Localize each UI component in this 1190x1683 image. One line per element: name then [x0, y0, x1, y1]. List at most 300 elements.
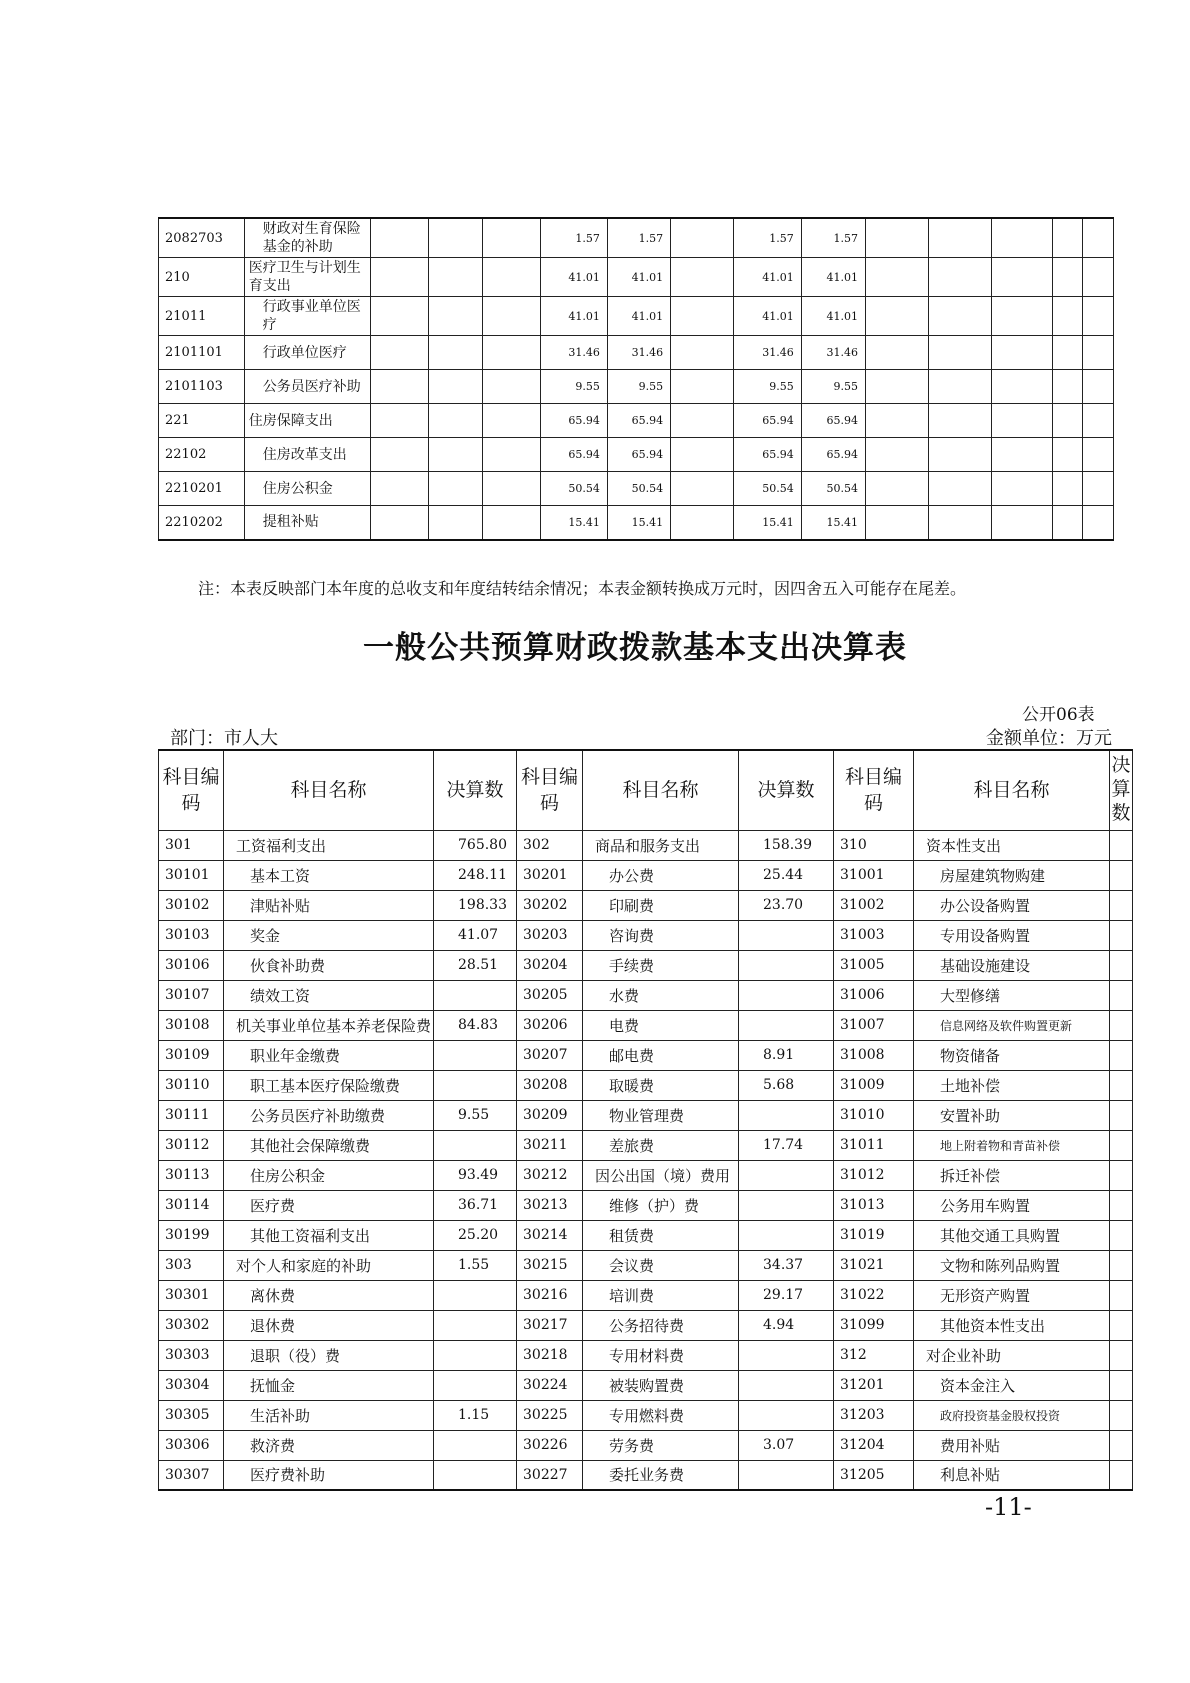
empty-cell [1083, 297, 1114, 336]
empty-cell [1052, 297, 1083, 336]
amount-cell: 1.15 [434, 1400, 517, 1430]
subject-name: 差旅费 [583, 1130, 739, 1160]
subject-code: 2082703 [159, 218, 245, 258]
empty-cell [371, 258, 429, 297]
subject-name: 津贴补贴 [224, 890, 434, 920]
subject-code: 30218 [517, 1340, 583, 1370]
amount-cell: 31.46 [607, 336, 670, 370]
amount-cell [1110, 1070, 1133, 1100]
subject-code: 30212 [517, 1160, 583, 1190]
subject-name: 其他交通工具购置 [914, 1220, 1110, 1250]
empty-cell [483, 472, 540, 506]
empty-cell [1083, 472, 1114, 506]
empty-cell [992, 404, 1052, 438]
table-row [159, 920, 1133, 950]
empty-cell [671, 506, 734, 540]
subject-name: 印刷费 [583, 890, 739, 920]
amount-cell [1110, 1250, 1133, 1280]
empty-cell [929, 370, 992, 404]
amount-cell [1110, 1460, 1133, 1490]
amount-cell: 15.41 [540, 506, 607, 540]
subject-name: 工资福利支出 [224, 830, 434, 860]
subject-name: 专用燃料费 [583, 1400, 739, 1430]
subject-code: 2101101 [159, 336, 245, 370]
amount-cell [1110, 1340, 1133, 1370]
table-row [159, 1460, 1133, 1490]
empty-cell [483, 258, 540, 297]
subject-name: 基础设施建设 [914, 950, 1110, 980]
amount-cell [1110, 1370, 1133, 1400]
amount-cell: 29.17 [739, 1280, 834, 1310]
subject-code: 210 [159, 258, 245, 297]
empty-cell [371, 336, 429, 370]
amount-cell [739, 980, 834, 1010]
amount-cell: 36.71 [434, 1190, 517, 1220]
amount-cell [1110, 1310, 1133, 1340]
empty-cell [671, 472, 734, 506]
subject-name: 邮电费 [583, 1040, 739, 1070]
amount-cell: 1.55 [434, 1250, 517, 1280]
subject-code: 30305 [159, 1400, 224, 1430]
empty-cell [992, 336, 1052, 370]
subject-name: 奖金 [224, 920, 434, 950]
empty-cell [671, 218, 734, 258]
subject-name: 公务用车购置 [914, 1190, 1110, 1220]
subject-code: 31010 [834, 1100, 914, 1130]
subject-code: 30113 [159, 1160, 224, 1190]
amount-cell: 198.33 [434, 890, 517, 920]
amount-cell [739, 1100, 834, 1130]
table-row [159, 336, 1114, 370]
amount-cell: 50.54 [607, 472, 670, 506]
table-number: 公开06表 [1022, 705, 1095, 725]
subject-code: 30211 [517, 1130, 583, 1160]
subject-name: 机关事业单位基本养老保险费 [224, 1010, 434, 1040]
subject-name: 取暖费 [583, 1070, 739, 1100]
table-row [159, 1430, 1133, 1460]
amount-cell: 50.54 [801, 472, 865, 506]
empty-cell [483, 336, 540, 370]
subject-name: 其他社会保障缴费 [224, 1130, 434, 1160]
amount-cell [1110, 860, 1133, 890]
subject-name: 安置补助 [914, 1100, 1110, 1130]
amount-cell: 5.68 [739, 1070, 834, 1100]
subject-name: 被装购置费 [583, 1370, 739, 1400]
subject-name: 委托业务费 [583, 1460, 739, 1490]
amount-cell: 31.46 [801, 336, 865, 370]
amount-cell: 9.55 [540, 370, 607, 404]
subject-name: 医疗费补助 [224, 1460, 434, 1490]
subject-code: 31205 [834, 1460, 914, 1490]
subject-name: 住房公积金 [244, 472, 371, 506]
subject-code: 31009 [834, 1070, 914, 1100]
subject-code: 30111 [159, 1100, 224, 1130]
amount-cell [1110, 1400, 1133, 1430]
amount-cell: 65.94 [540, 438, 607, 472]
empty-cell [429, 506, 483, 540]
subject-code: 30227 [517, 1460, 583, 1490]
empty-cell [1052, 506, 1083, 540]
subject-name: 行政事业单位医疗 [244, 297, 371, 336]
header-code: 科目编码 [159, 750, 224, 830]
amount-cell: 65.94 [801, 404, 865, 438]
subject-code: 21011 [159, 297, 245, 336]
empty-cell [1083, 404, 1114, 438]
empty-cell [929, 404, 992, 438]
subject-code: 30109 [159, 1040, 224, 1070]
table-row [159, 830, 1133, 860]
subject-name: 电费 [583, 1010, 739, 1040]
amount-cell [739, 1370, 834, 1400]
subject-code: 30207 [517, 1040, 583, 1070]
subject-code: 31008 [834, 1040, 914, 1070]
subject-code: 30204 [517, 950, 583, 980]
table-row [159, 438, 1114, 472]
empty-cell [671, 404, 734, 438]
empty-cell [1083, 218, 1114, 258]
subject-code: 30114 [159, 1190, 224, 1220]
amount-cell: 1.57 [607, 218, 670, 258]
amount-cell: 248.11 [434, 860, 517, 890]
empty-cell [865, 370, 928, 404]
subject-code: 30205 [517, 980, 583, 1010]
subject-name: 会议费 [583, 1250, 739, 1280]
table-row [159, 258, 1114, 297]
subject-code: 30199 [159, 1220, 224, 1250]
subject-name: 无形资产购置 [914, 1280, 1110, 1310]
amount-cell: 9.55 [434, 1100, 517, 1130]
subject-name: 物业管理费 [583, 1100, 739, 1130]
empty-cell [1052, 370, 1083, 404]
empty-cell [992, 297, 1052, 336]
subject-code: 30215 [517, 1250, 583, 1280]
subject-code: 31005 [834, 950, 914, 980]
subject-code: 31001 [834, 860, 914, 890]
amount-cell [434, 1070, 517, 1100]
subject-code: 31204 [834, 1430, 914, 1460]
amount-cell [1110, 1280, 1133, 1310]
empty-cell [429, 370, 483, 404]
empty-cell [1083, 258, 1114, 297]
amount-cell: 50.54 [734, 472, 801, 506]
subject-name: 办公费 [583, 860, 739, 890]
subject-name: 商品和服务支出 [583, 830, 739, 860]
table-row [159, 1130, 1133, 1160]
subject-name: 财政对生育保险基金的补助 [244, 218, 371, 258]
subject-name: 退职（役）费 [224, 1340, 434, 1370]
subject-name: 资本性支出 [914, 830, 1110, 860]
amount-cell: 31.46 [540, 336, 607, 370]
subject-code: 310 [834, 830, 914, 860]
subject-name: 费用补贴 [914, 1430, 1110, 1460]
empty-cell [429, 258, 483, 297]
amount-cell [739, 1460, 834, 1490]
empty-cell [1052, 472, 1083, 506]
empty-cell [371, 438, 429, 472]
empty-cell [992, 438, 1052, 472]
amount-cell: 9.55 [607, 370, 670, 404]
amount-cell [434, 980, 517, 1010]
subject-code: 2101103 [159, 370, 245, 404]
subject-code: 31006 [834, 980, 914, 1010]
basic-expenditure-table [158, 749, 1133, 1491]
table-row [159, 1100, 1133, 1130]
subject-name: 因公出国（境）费用 [583, 1160, 739, 1190]
table-row [159, 860, 1133, 890]
subject-code: 31002 [834, 890, 914, 920]
subject-name: 维修（护）费 [583, 1190, 739, 1220]
subject-name: 物资储备 [914, 1040, 1110, 1070]
empty-cell [1052, 258, 1083, 297]
amount-cell: 65.94 [734, 438, 801, 472]
subject-code: 30106 [159, 950, 224, 980]
subject-code: 22102 [159, 438, 245, 472]
amount-cell: 1.57 [540, 218, 607, 258]
subject-code: 30102 [159, 890, 224, 920]
subject-code: 302 [517, 830, 583, 860]
amount-cell [1110, 980, 1133, 1010]
subject-name: 住房保障支出 [244, 404, 371, 438]
amount-cell [1110, 890, 1133, 920]
amount-cell: 41.01 [540, 258, 607, 297]
amount-unit-label: 金额单位：万元 [986, 728, 1112, 749]
subject-code: 31019 [834, 1220, 914, 1250]
empty-cell [1083, 438, 1114, 472]
table-row [159, 980, 1133, 1010]
amount-cell [739, 920, 834, 950]
subject-code: 30101 [159, 860, 224, 890]
subject-name: 房屋建筑物购建 [914, 860, 1110, 890]
empty-cell [371, 472, 429, 506]
subject-name: 培训费 [583, 1280, 739, 1310]
subject-code: 30208 [517, 1070, 583, 1100]
subject-name: 劳务费 [583, 1430, 739, 1460]
table-row [159, 1040, 1133, 1070]
table-row [159, 297, 1114, 336]
header-name: 科目名称 [914, 750, 1110, 830]
subject-code: 30301 [159, 1280, 224, 1310]
subject-name: 住房改革支出 [244, 438, 371, 472]
subject-name: 水费 [583, 980, 739, 1010]
empty-cell [992, 370, 1052, 404]
subject-name: 专用材料费 [583, 1340, 739, 1370]
amount-cell: 25.44 [739, 860, 834, 890]
amount-cell: 9.55 [801, 370, 865, 404]
subject-code: 30216 [517, 1280, 583, 1310]
amount-cell: 9.55 [734, 370, 801, 404]
subject-name: 公务员医疗补助 [244, 370, 371, 404]
subject-name: 土地补偿 [914, 1070, 1110, 1100]
header-amount: 决算数 [1110, 750, 1133, 830]
continuation-table [158, 217, 1114, 541]
empty-cell [929, 297, 992, 336]
empty-cell [992, 506, 1052, 540]
table-row [159, 1340, 1133, 1370]
header-code: 科目编码 [517, 750, 583, 830]
empty-cell [929, 336, 992, 370]
empty-cell [371, 218, 429, 258]
page-number: -11- [985, 1493, 1032, 1521]
department-label: 部门：市人大 [170, 728, 278, 749]
empty-cell [1083, 506, 1114, 540]
subject-code: 30202 [517, 890, 583, 920]
empty-cell [671, 336, 734, 370]
subject-code: 30203 [517, 920, 583, 950]
empty-cell [371, 404, 429, 438]
empty-cell [865, 506, 928, 540]
empty-cell [671, 297, 734, 336]
amount-cell [1110, 1160, 1133, 1190]
subject-code: 30103 [159, 920, 224, 950]
table-row [159, 1010, 1133, 1040]
empty-cell [371, 297, 429, 336]
amount-cell: 23.70 [739, 890, 834, 920]
subject-name: 医疗卫生与计划生育支出 [244, 258, 371, 297]
subject-code: 30107 [159, 980, 224, 1010]
subject-name: 救济费 [224, 1430, 434, 1460]
subject-code: 221 [159, 404, 245, 438]
amount-cell: 158.39 [739, 830, 834, 860]
subject-name: 公务招待费 [583, 1310, 739, 1340]
subject-code: 30209 [517, 1100, 583, 1130]
subject-code: 30206 [517, 1010, 583, 1040]
amount-cell: 84.83 [434, 1010, 517, 1040]
empty-cell [429, 472, 483, 506]
amount-cell: 41.07 [434, 920, 517, 950]
amount-cell: 41.01 [734, 258, 801, 297]
subject-name: 资本金注入 [914, 1370, 1110, 1400]
subject-name: 绩效工资 [224, 980, 434, 1010]
subject-name: 专用设备购置 [914, 920, 1110, 950]
subject-code: 30304 [159, 1370, 224, 1400]
amount-cell: 8.91 [739, 1040, 834, 1070]
table-note: 注：本表反映部门本年度的总收支和年度结转结余情况；本表金额转换成万元时，因四舍五入可能存在尾差。 [198, 579, 967, 598]
amount-cell [739, 1160, 834, 1190]
amount-cell: 41.01 [607, 258, 670, 297]
amount-cell: 65.94 [801, 438, 865, 472]
subject-name: 对企业补助 [914, 1340, 1110, 1370]
table-row [159, 1220, 1133, 1250]
subject-name: 公务员医疗补助缴费 [224, 1100, 434, 1130]
amount-cell: 41.01 [540, 297, 607, 336]
subject-code: 30303 [159, 1340, 224, 1370]
subject-code: 31022 [834, 1280, 914, 1310]
empty-cell [992, 472, 1052, 506]
subject-name: 信息网络及软件购置更新 [914, 1010, 1110, 1040]
empty-cell [929, 258, 992, 297]
empty-cell [865, 336, 928, 370]
table-row [159, 890, 1133, 920]
empty-cell [929, 218, 992, 258]
subject-name: 地上附着物和青苗补偿 [914, 1130, 1110, 1160]
empty-cell [865, 404, 928, 438]
subject-code: 30112 [159, 1130, 224, 1160]
subject-code: 30217 [517, 1310, 583, 1340]
amount-cell: 41.01 [607, 297, 670, 336]
subject-name: 政府投资基金股权投资 [914, 1400, 1110, 1430]
amount-cell [739, 1220, 834, 1250]
empty-cell [929, 472, 992, 506]
amount-cell: 41.01 [734, 297, 801, 336]
subject-name: 其他工资福利支出 [224, 1220, 434, 1250]
table-row [159, 506, 1114, 540]
subject-name: 其他资本性支出 [914, 1310, 1110, 1340]
empty-cell [483, 506, 540, 540]
subject-code: 30225 [517, 1400, 583, 1430]
amount-cell: 765.80 [434, 830, 517, 860]
amount-cell [434, 1310, 517, 1340]
empty-cell [865, 297, 928, 336]
subject-name: 职工基本医疗保险缴费 [224, 1070, 434, 1100]
empty-cell [429, 336, 483, 370]
empty-cell [429, 404, 483, 438]
empty-cell [929, 506, 992, 540]
amount-cell: 15.41 [801, 506, 865, 540]
subject-code: 2210202 [159, 506, 245, 540]
subject-code: 30213 [517, 1190, 583, 1220]
empty-cell [1083, 336, 1114, 370]
amount-cell [739, 1340, 834, 1370]
empty-cell [371, 506, 429, 540]
amount-cell: 34.37 [739, 1250, 834, 1280]
subject-name: 手续费 [583, 950, 739, 980]
amount-cell: 41.01 [801, 297, 865, 336]
table-row [159, 1160, 1133, 1190]
empty-cell [992, 218, 1052, 258]
subject-code: 31201 [834, 1370, 914, 1400]
table-row [159, 404, 1114, 438]
subject-name: 住房公积金 [224, 1160, 434, 1190]
subject-name: 办公设备购置 [914, 890, 1110, 920]
amount-cell: 1.57 [801, 218, 865, 258]
subject-name: 行政单位医疗 [244, 336, 371, 370]
amount-cell [1110, 920, 1133, 950]
subject-code: 31003 [834, 920, 914, 950]
amount-cell [739, 1190, 834, 1220]
subject-name: 伙食补助费 [224, 950, 434, 980]
empty-cell [371, 370, 429, 404]
amount-cell: 41.01 [801, 258, 865, 297]
subject-code: 30224 [517, 1370, 583, 1400]
subject-code: 30226 [517, 1430, 583, 1460]
empty-cell [671, 438, 734, 472]
amount-cell: 4.94 [739, 1310, 834, 1340]
amount-cell [739, 950, 834, 980]
amount-cell: 25.20 [434, 1220, 517, 1250]
amount-cell [434, 1040, 517, 1070]
amount-cell [1110, 1010, 1133, 1040]
subject-code: 30214 [517, 1220, 583, 1250]
subject-name: 咨询费 [583, 920, 739, 950]
subject-name: 退休费 [224, 1310, 434, 1340]
empty-cell [483, 218, 540, 258]
subject-name: 基本工资 [224, 860, 434, 890]
subject-code: 30307 [159, 1460, 224, 1490]
table-row [159, 1310, 1133, 1340]
subject-code: 31203 [834, 1400, 914, 1430]
subject-code: 30108 [159, 1010, 224, 1040]
amount-cell [1110, 1130, 1133, 1160]
subject-code: 30306 [159, 1430, 224, 1460]
header-row [159, 750, 1133, 830]
amount-cell [1110, 1220, 1133, 1250]
header-code: 科目编码 [834, 750, 914, 830]
amount-cell [434, 1130, 517, 1160]
table-row [159, 218, 1114, 258]
amount-cell: 15.41 [734, 506, 801, 540]
subject-name: 生活补助 [224, 1400, 434, 1430]
empty-cell [1052, 438, 1083, 472]
